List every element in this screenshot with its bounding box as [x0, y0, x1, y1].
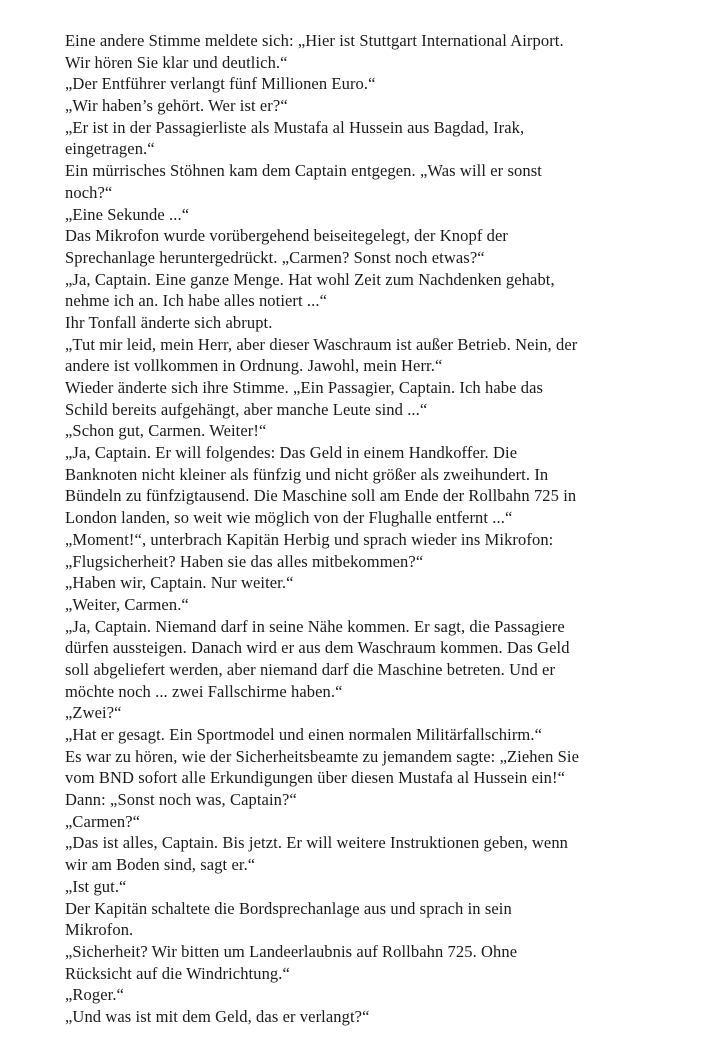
text-line: andere ist vollkommen in Ordnung. Jawohl, mein Herr.“ — [65, 356, 443, 376]
text-line: „Tut mir leid, mein Herr, aber dieser Waschraum ist außer Betrieb. Nein, der — [65, 334, 578, 354]
text-line: „Sicherheit? Wir bitten um Landeerlaubnis auf Rollbahn 725. Ohne — [65, 941, 518, 961]
text-line: „Und was ist mit dem Geld, das er verlangt?“ — [65, 1006, 370, 1026]
text-line: nehme ich an. Ich habe alles notiert ...“ — [65, 291, 328, 311]
text-line: „Carmen?“ — [65, 811, 141, 831]
text-line: „Haben wir, Captain. Nur weiter.“ — [65, 573, 294, 593]
text-line: dürfen aussteigen. Danach wird er aus dem Waschraum kommen. Das Geld — [65, 638, 570, 658]
text-line: Schild bereits aufgehängt, aber manche Leute sind ...“ — [65, 399, 428, 419]
text-line: „Wir haben’s gehört. Wer ist er?“ — [65, 96, 288, 116]
text-line: „Ist gut.“ — [65, 876, 127, 896]
text-line: soll abgeliefert werden, aber niemand darf die Maschine betreten. Und er — [65, 659, 556, 679]
text-line: „Moment!“, unterbrach Kapitän Herbig und sprach wieder ins Mikrofon: — [65, 529, 554, 549]
text-line: Rücksicht auf die Windrichtung.“ — [65, 963, 290, 983]
text-line: Wir hören Sie klar und deutlich.“ — [65, 52, 288, 72]
text-line: „Weiter, Carmen.“ — [65, 594, 189, 614]
text-line: „Ja, Captain. Eine ganze Menge. Hat wohl Zeit zum Nachdenken gehabt, — [65, 269, 555, 289]
text-line: Bündeln zu fünfzigtausend. Die Maschine soll am Ende der Rollbahn 725 in — [65, 486, 577, 506]
text-line: London landen, so weit wie möglich von der Flughalle entfernt ...“ — [65, 508, 513, 528]
text-line: Ihr Tonfall änderte sich abrupt. — [65, 312, 273, 332]
text-line: „Hat er gesagt. Ein Sportmodel und einen normalen Militärfallschirm.“ — [65, 725, 543, 744]
text-line: „Der Entführer verlangt fünf Millionen Euro.“ — [65, 74, 376, 94]
text-line: Eine andere Stimme meldete sich: „Hier ist Stuttgart International Airport. — [65, 31, 564, 50]
text-line: „Eine Sekunde ...“ — [65, 204, 190, 224]
text-line: Wieder änderte sich ihre Stimme. „Ein Passagier, Captain. Ich habe das — [65, 378, 544, 397]
text-line: „Ja, Captain. Niemand darf in seine Nähe kommen. Er sagt, die Passagiere — [65, 616, 565, 636]
text-line: „Er ist in der Passagierliste als Mustafa al Hussein aus Bagdad, Irak, — [65, 117, 525, 137]
text-line: Sprechanlage heruntergedrückt. „Carmen? Sonst noch etwas?“ — [65, 247, 485, 267]
text-line: Es war zu hören, wie der Sicherheitsbeamte zu jemandem sagte: „Ziehen Sie — [65, 746, 580, 766]
text-line: Dann: „Sonst noch was, Captain?“ — [65, 790, 297, 810]
text-line: „Flugsicherheit? Haben sie das alles mitbekommen?“ — [65, 551, 424, 571]
text-line: Banknoten nicht kleiner als fünfzig und nicht größer als zweihundert. In — [65, 464, 549, 484]
page-text — [65, 30, 653, 1028]
text-line: eingetragen.“ — [65, 139, 155, 159]
text-line: „Ja, Captain. Er will folgendes: Das Geld in einem Handkoffer. Die — [65, 443, 518, 463]
text-line: Ein mürrisches Stöhnen kam dem Captain entgegen. „Was will er sonst — [65, 161, 542, 181]
text-line: Das Mikrofon wurde vorübergehend beiseitegelegt, der Knopf der — [65, 226, 509, 246]
text-line: „Schon gut, Carmen. Weiter!“ — [65, 421, 267, 441]
text-line: möchte noch ... zwei Fallschirme haben.“ — [65, 681, 343, 701]
text-line: wir am Boden sind, sagt er.“ — [65, 855, 256, 875]
text-line: noch?“ — [65, 182, 113, 202]
text-line: Mikrofon. — [65, 920, 134, 940]
text-line: „Das ist alles, Captain. Bis jetzt. Er will weitere Instruktionen geben, wenn — [65, 833, 569, 853]
text-line: Der Kapitän schaltete die Bordsprechanlage aus und sprach in sein — [65, 898, 512, 918]
text-line: vom BND sofort alle Erkundigungen über diesen Mustafa al Hussein ein!“ — [65, 768, 566, 788]
text-line: „Roger.“ — [65, 985, 124, 1005]
text-line: „Zwei?“ — [65, 703, 122, 723]
